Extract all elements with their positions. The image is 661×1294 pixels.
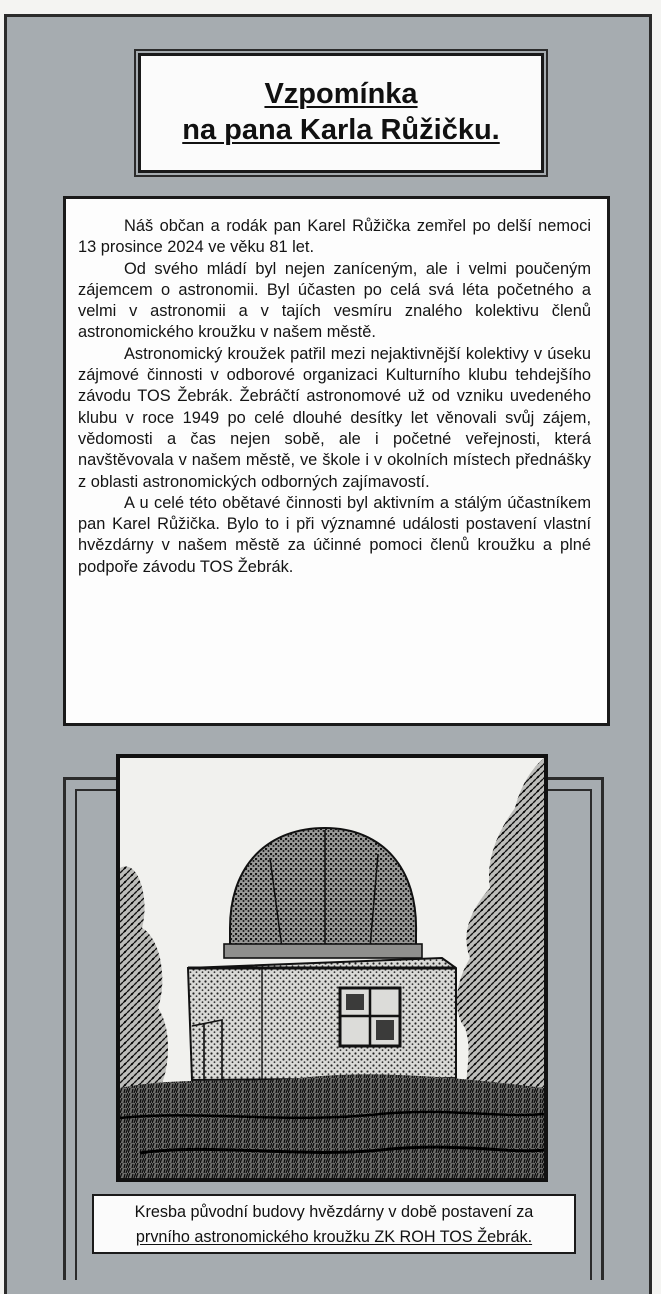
- title-box: [138, 53, 544, 173]
- paragraph-1: Náš občan a rodák pan Karel Růžička zemřel po delší nemoci 13 prosince 2024 ve věku 81 let.: [78, 217, 591, 257]
- paragraph-3: Astronomický kroužek patřil mezi nejaktivnější kolektivy v úseku zájmové činnosti v odborové organizaci Kulturního klubu tehdejšího závodu TOS Žebrák. Žebráčtí astronomové už od vzniku uvedeného klubu v roce 1949 po celé dlouhé desítky let věnovali svůj zájem, vědomosti a čas nejen sobě, ale i početné veřejnosti, která navštěvovala v našem městě, ve škole i v okolních místech přednášky z oblasti astronomických odborných zajímavostí.: [78, 344, 591, 491]
- paragraph-2: Od svého mládí byl nejen zaníceným, ale i velmi poučeným zájemcem o astronomii. Byl účasten po celá svá léta početného a velmi v astronomii a v tajích vesmíru znalého kolektivu členů astronomického kroužku v našem městě.: [78, 259, 591, 342]
- observatory-sketch-icon: [120, 758, 544, 1178]
- paragraph-4: A u celé této obětavé činnosti byl aktivním a stálým účastníkem pan Karel Růžička. Bylo to i při významné události postavení vlastní hvězdárny v našem městě za účinné pomoci členů kroužku a plné podpoře závodu TOS Žebrák.: [78, 493, 591, 576]
- image-caption: [92, 1194, 576, 1254]
- caption-line-1: Kresba původní budovy hvězdárny v době postavení za: [134, 1203, 534, 1221]
- title-line-1: Vzpomínka: [264, 78, 418, 110]
- title-line-2: na pana Karla Růžičku.: [182, 114, 500, 146]
- observatory-drawing: [116, 754, 548, 1182]
- caption-line-2: prvního astronomického kroužku ZK ROH TOS Žebrák.: [135, 1228, 533, 1246]
- article-text-box: [63, 196, 610, 726]
